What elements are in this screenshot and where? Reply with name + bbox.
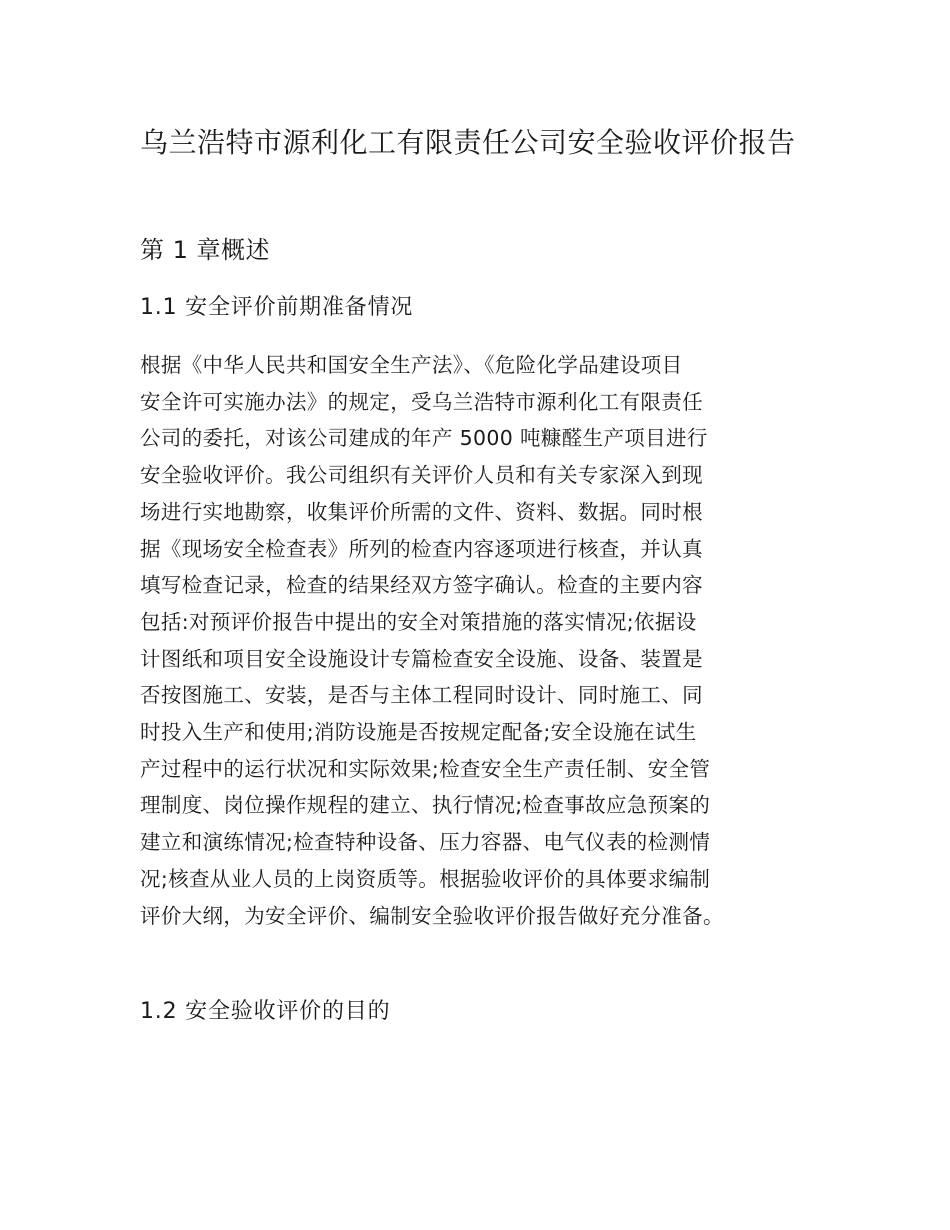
paragraph-line: 产过程中的运行状况和实际效果;检查安全生产责任制、安全管 — [140, 756, 711, 781]
paragraph-line: 评价大纲，为安全评价、编制安全验收评价报告做好充分准备。 — [140, 903, 724, 928]
paragraph-line: 根据《中华人民共和国安全生产法》、《危险化学品建设项目 — [140, 353, 683, 377]
paragraph-line: 计图纸和项目安全设施设计专篇检查安全设施、设备、装置是 — [140, 646, 703, 671]
paragraph-line: 况;核查从业人员的上岗资质等。根据验收评价的具体要求编制 — [140, 866, 711, 891]
paragraph-line: 建立和演练情况;检查特种设备、压力容器、电气仪表的检测情 — [140, 830, 711, 855]
paragraph-line: 否按图施工、安装，是否与主体工程同时设计、同时施工、同 — [140, 683, 703, 708]
paragraph-line: 公司的委托，对该公司建成的年产 5000 吨糠醛生产项目进行 — [140, 426, 708, 451]
paragraph-line: 包括:对预评价报告中提出的安全对策措施的落实情况;依据设 — [140, 609, 697, 634]
section-heading-1-2: 1.2 安全验收评价的目的 — [140, 999, 391, 1024]
paragraph-line: 安全验收评价。我公司组织有关评价人员和有关专家深入到现 — [140, 463, 703, 488]
section-1-1-paragraph — [140, 347, 820, 934]
chapter-heading: 第 1 章概述 — [140, 236, 271, 264]
paragraph-line: 时投入生产和使用;消防设施是否按规定配备;安全设施在试生 — [140, 720, 697, 745]
paragraph-line: 填写检查记录，检查的结果经双方签字确认。检查的主要内容 — [140, 573, 703, 598]
paragraph-line: 理制度、岗位操作规程的建立、执行情况;检查事故应急预案的 — [140, 793, 711, 818]
paragraph-line: 据《现场安全检查表》所列的检查内容逐项进行核查，并认真 — [140, 536, 703, 561]
section-heading-1-1: 1.1 安全评价前期准备情况 — [140, 295, 414, 320]
paragraph-line: 安全许可实施办法》的规定，受乌兰浩特市源利化工有限责任 — [140, 389, 703, 414]
paragraph-line: 场进行实地勘察，收集评价所需的文件、资料、数据。同时根 — [140, 499, 703, 524]
document-title: 乌兰浩特市源利化工有限责任公司安全验收评价报告 — [140, 126, 796, 159]
